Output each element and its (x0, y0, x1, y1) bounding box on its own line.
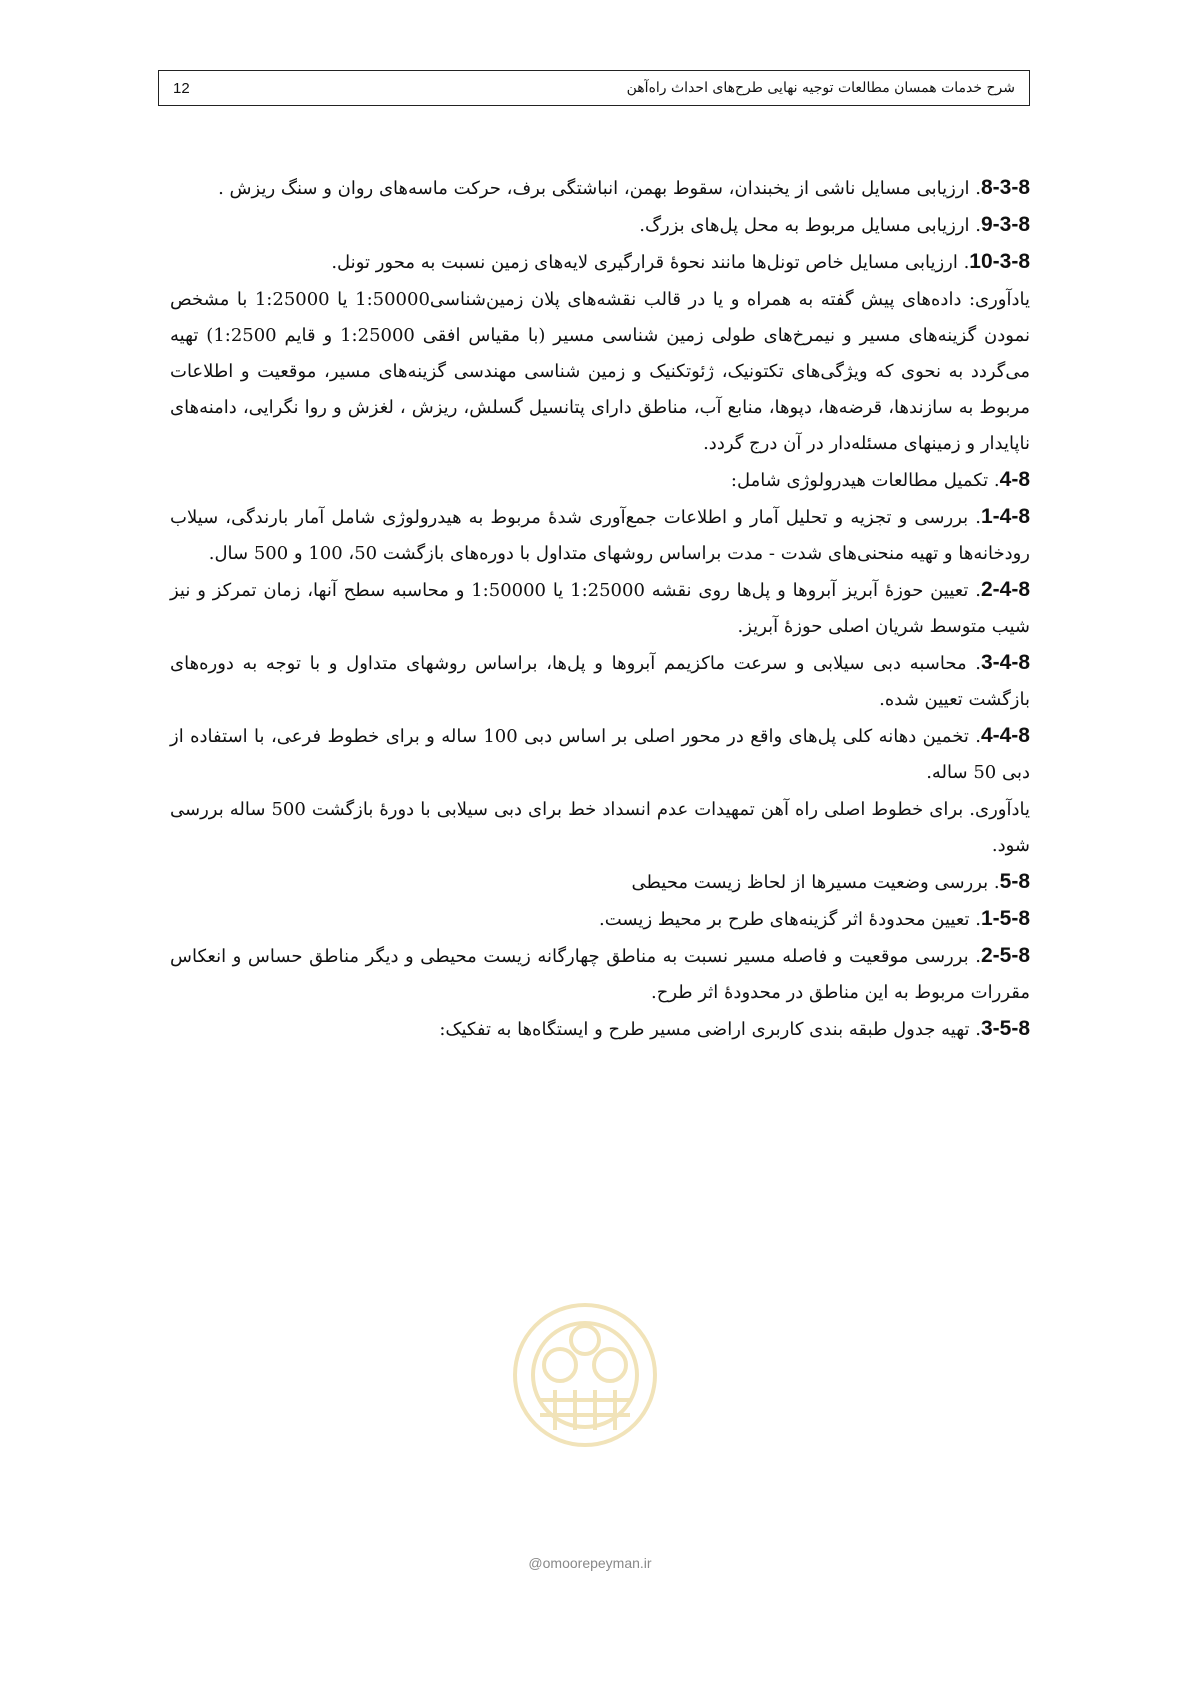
section-4-8 (170, 462, 1030, 499)
section-number: 3-5-8 (980, 1017, 1030, 1040)
section-3-5-8 (170, 1011, 1030, 1048)
section-1-4-8 (170, 499, 1030, 572)
watermark-seal-icon (500, 1270, 670, 1480)
note-geology (170, 281, 1030, 462)
note-text: یادآوری. برای خطوط اصلی راه آهن تمهیدات عدم انسداد خط برای دبی سیلابی با دورهٔ بازگشت 500 ساله بررسی شود. (170, 799, 1030, 856)
section-text: . تکمیل مطالعات هیدرولوژی شامل: (730, 470, 1000, 491)
section-8-3-8 (170, 170, 1030, 207)
section-number: 4-4-8 (980, 724, 1030, 747)
section-number: 10-3-8 (969, 250, 1030, 273)
page-header (158, 70, 1030, 106)
section-number: 2-5-8 (980, 944, 1030, 967)
section-text: . تعیین محدودهٔ اثر گزینه‌های طرح بر محیط زیست. (599, 909, 981, 930)
section-number: 4-8 (999, 468, 1030, 491)
section-5-8 (170, 864, 1030, 901)
header-title: شرح خدمات همسان مطالعات توجیه نهایی طرح‌های احداث راه‌آهن (626, 80, 1015, 96)
section-number: 5-8 (999, 870, 1030, 893)
section-number: 1-5-8 (980, 907, 1030, 930)
section-2-5-8 (170, 938, 1030, 1011)
note-text: یادآوری: داده‌های پیش گفته به همراه و یا در قالب نقشه‌های پلان زمین‌شناسی1:50000 یا 1:25000 با مشخص نمودن گزینه‌های مسیر و نیمرخ‌های طولی زمین شناسی مسیر (با مقیاس افقی 1:25000 و قایم 1:2500) تهیه می‌گردد به نحوی که ویژگی‌های تکتونیک، ژئوتکنیک و زمین شناسی مهندسی گزینه‌های مسیر، موقعیت و اطلاعات مربوط به سازندها، قرضه‌ها، دپوها، منابع آب، مناطق دارای پتانسیل گسلش، ریزش ، لغزش و روا نگرایی، دامنه‌های ناپایدار و زمینهای مسئله‌دار در آن درج گردد. (170, 289, 1031, 454)
page-number: 12 (173, 79, 190, 97)
section-10-3-8 (170, 244, 1030, 281)
document-body (170, 170, 1030, 1048)
section-2-4-8 (170, 572, 1030, 645)
section-text: . تهیه جدول طبقه بندی کاربری اراضی مسیر طرح و ایستگاه‌ها به تفکیک: (439, 1019, 981, 1040)
watermark-url: @omoorepeyman.ir (528, 1555, 652, 1571)
section-text: . بررسی موقعیت و فاصله مسیر نسبت به مناطق چهارگانه زیست محیطی و دیگر مناطق حساس و انعکاس مقررات مربوط به این مناطق در محدودهٔ اثر طرح. (170, 946, 1030, 1003)
section-text: . ارزیابی مسایل ناشی از یخبندان، سقوط بهمن، انباشتگی برف، حرکت ماسه‌های روان و سنگ ریزش . (218, 178, 981, 199)
section-4-4-8 (170, 718, 1030, 791)
section-number: 3-4-8 (980, 651, 1030, 674)
section-9-3-8 (170, 207, 1030, 244)
section-1-5-8 (170, 901, 1030, 938)
section-text: . تخمین دهانه کلی پل‌های واقع در محور اصلی بر اساس دبی 100 ساله و برای خطوط فرعی، با استفاده از دبی 50 ساله. (170, 726, 1030, 783)
section-number: 2-4-8 (980, 578, 1030, 601)
section-number: 9-3-8 (980, 213, 1030, 236)
section-text: . بررسی و تجزیه و تحلیل آمار و اطلاعات جمع‌آوری شدهٔ مربوط به هیدرولوژی شامل آمار بارندگی، سیلاب رودخانه‌ها و تهیه منحنی‌های شدت - مدت براساس روشهای متداول با دوره‌های بازگشت 50، 100 و 500 سال. (170, 507, 1030, 564)
section-text: . تعیین حوزهٔ آبریز آبروها و پل‌ها روی نقشه 1:25000 یا 1:50000 و محاسبه سطح آنها، زمان تمرکز و نیز شیب متوسط شریان اصلی حوزهٔ آبریز. (170, 580, 1030, 637)
section-text: . محاسبه دبی سیلابی و سرعت ماکزیمم آبروها و پل‌ها، براساس روشهای متداول و با توجه به دوره‌های بازگشت تعیین شده. (170, 653, 1030, 710)
section-text: . بررسی وضعیت مسیرها از لحاظ زیست محیطی (631, 872, 1000, 893)
note-flood (170, 791, 1030, 864)
section-3-4-8 (170, 645, 1030, 718)
section-text: . ارزیابی مسایل مربوط به محل پل‌های بزرگ. (639, 215, 981, 236)
section-number: 8-3-8 (980, 176, 1030, 199)
section-text: . ارزیابی مسایل خاص تونل‌ها مانند نحوهٔ قرارگیری لایه‌های زمین نسبت به محور تونل. (331, 252, 970, 273)
section-number: 1-4-8 (980, 505, 1030, 528)
